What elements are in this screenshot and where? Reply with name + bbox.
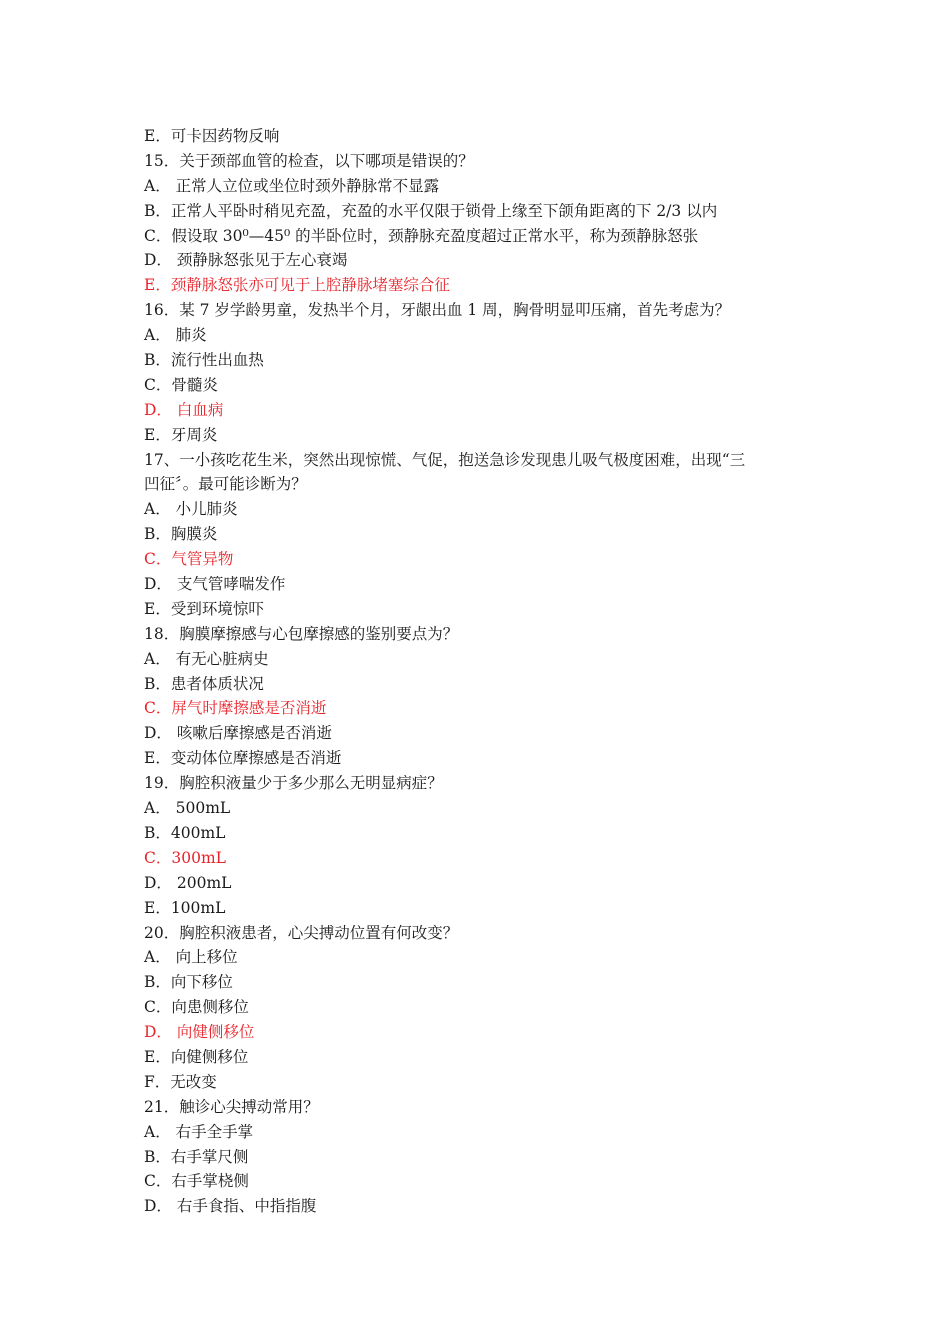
text-line: A． 正常人立位或坐位时颈外静脉常不显露 (144, 176, 440, 195)
answer-line: C．气管异物 (144, 550, 234, 569)
text-line: C．骨髓炎 (144, 375, 218, 394)
text-line: B．患者体质状况 (144, 674, 264, 693)
answer-line: E．颈静脉怒张亦可见于上腔静脉堵塞综合征 (144, 276, 450, 295)
text-line: B．正常人平卧时稍见充盈，充盈的水平仅限于锁骨上缘至下颌角距离的下 2/3 以内 (144, 201, 718, 220)
text-line: C．向患侧移位 (144, 998, 249, 1017)
text-line: A． 肺炎 (144, 326, 207, 345)
text-line: A． 小儿肺炎 (144, 500, 238, 519)
text-line: 19．胸腔积液量少于多少那么无明显病症？ (144, 774, 443, 793)
text-line: B．胸膜炎 (144, 525, 218, 544)
text-line: E．变动体位摩擦感是否消逝 (144, 749, 342, 768)
text-line: D． 右手食指、中指指腹 (144, 1197, 317, 1216)
text-line: C．右手掌桡侧 (144, 1172, 249, 1191)
text-line: F．无改变 (144, 1072, 217, 1091)
text-line: 凹征〞。最可能诊断为？ (144, 475, 307, 494)
text-line: D． 颈静脉怒张见于左心衰竭 (144, 251, 348, 270)
text-line: 18．胸膜摩擦感与心包摩擦感的鉴别要点为？ (144, 624, 459, 643)
answer-line: C．屏气时摩擦感是否消逝 (144, 699, 327, 718)
text-line: 15．关于颈部血管的检查，以下哪项是错误的？ (144, 151, 474, 170)
text-line: A． 向上移位 (144, 948, 238, 967)
text-line: 20．胸腔积液患者，心尖搏动位置有何改变？ (144, 923, 459, 942)
text-line: B．右手掌尺侧 (144, 1147, 249, 1166)
text-line: C．假设取 30⁰—45⁰ 的半卧位时，颈静脉充盈度超过正常水平，称为颈静脉怒张 (144, 226, 699, 245)
text-line: 17、一小孩吃花生米，突然出现惊慌、气促，抱送急诊发现患儿吸气极度困难，出现“三 (144, 450, 746, 469)
text-line: E．100mL (144, 898, 226, 917)
text-line: A． 500mL (144, 799, 231, 818)
text-line: A． 有无心脏病史 (144, 649, 269, 668)
text-line: D． 200mL (144, 873, 232, 892)
answer-line: D． 白血病 (144, 400, 224, 419)
text-line: B．向下移位 (144, 973, 233, 992)
text-line: 21．触诊心尖搏动常用？ (144, 1097, 319, 1116)
text-line: E．受到环境惊吓 (144, 599, 264, 618)
document-page (144, 124, 824, 1219)
text-line: B．流行性出血热 (144, 351, 264, 370)
text-line: E．可卡因药物反响 (144, 127, 280, 145)
answer-line: C．300mL (144, 848, 226, 867)
text-line: B．400mL (144, 823, 226, 842)
answer-line: D． 向健侧移位 (144, 1023, 255, 1042)
text-line: E．向健侧移位 (144, 1047, 249, 1066)
text-line: E．牙周炎 (144, 425, 218, 444)
text-line: 16．某 7 岁学龄男童，发热半个月，牙龈出血 1 周，胸骨明显叩压痛，首先考虑为？ (144, 301, 731, 320)
text-line: D． 咳嗽后摩擦感是否消逝 (144, 724, 332, 743)
text-line: A． 右手全手掌 (144, 1122, 254, 1141)
text-line: D． 支气管哮喘发作 (144, 575, 286, 594)
